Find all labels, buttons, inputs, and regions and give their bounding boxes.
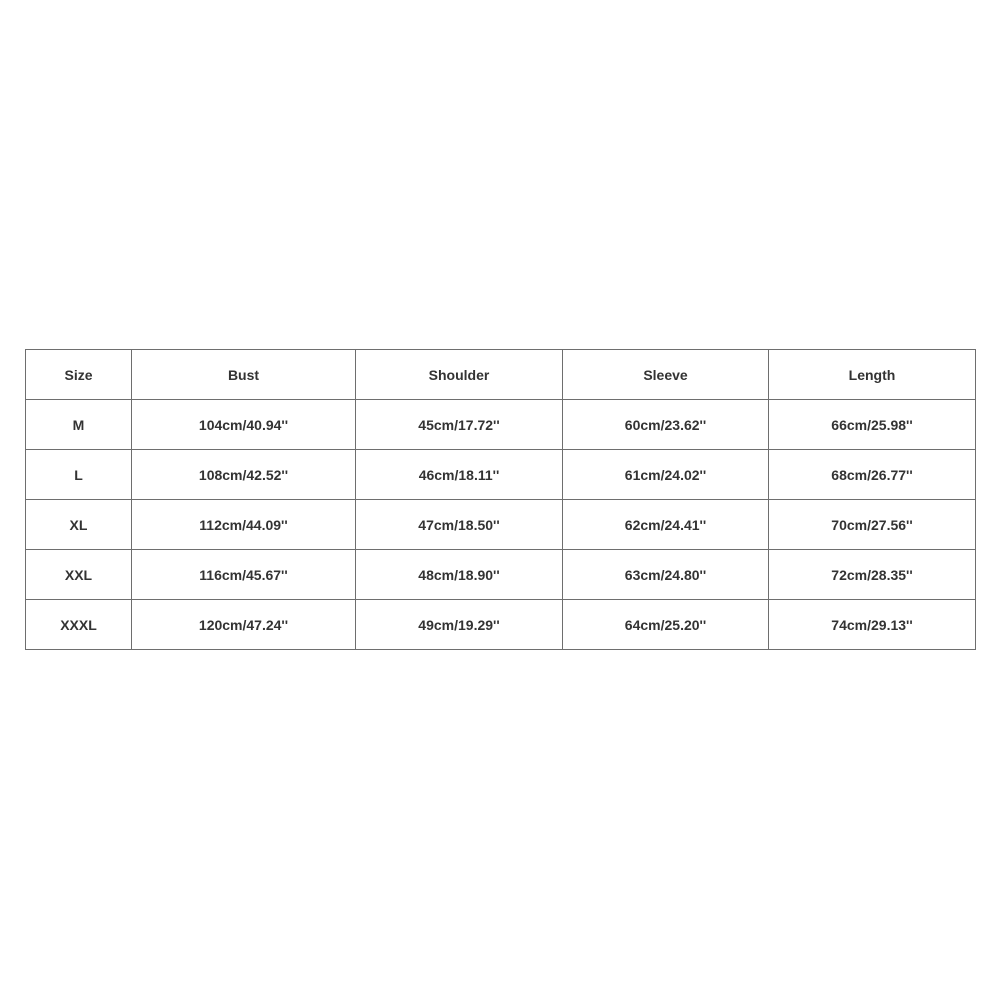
cell-sleeve: 62cm/24.41'' — [563, 500, 769, 550]
cell-length: 68cm/26.77'' — [769, 450, 976, 500]
cell-shoulder: 49cm/19.29'' — [356, 600, 563, 650]
cell-bust: 112cm/44.09'' — [132, 500, 356, 550]
cell-shoulder: 46cm/18.11'' — [356, 450, 563, 500]
table-header-row — [26, 350, 976, 400]
cell-shoulder: 45cm/17.72'' — [356, 400, 563, 450]
cell-sleeve: 64cm/25.20'' — [563, 600, 769, 650]
header-length: Length — [769, 350, 976, 400]
cell-bust: 104cm/40.94'' — [132, 400, 356, 450]
cell-size: L — [26, 450, 132, 500]
cell-length: 74cm/29.13'' — [769, 600, 976, 650]
cell-sleeve: 61cm/24.02'' — [563, 450, 769, 500]
table-row — [26, 550, 976, 600]
cell-shoulder: 47cm/18.50'' — [356, 500, 563, 550]
cell-size: XXL — [26, 550, 132, 600]
cell-size: XXXL — [26, 600, 132, 650]
cell-size: M — [26, 400, 132, 450]
header-shoulder: Shoulder — [356, 350, 563, 400]
table-row — [26, 400, 976, 450]
cell-sleeve: 63cm/24.80'' — [563, 550, 769, 600]
header-size: Size — [26, 350, 132, 400]
cell-length: 66cm/25.98'' — [769, 400, 976, 450]
cell-length: 72cm/28.35'' — [769, 550, 976, 600]
table-row — [26, 600, 976, 650]
cell-shoulder: 48cm/18.90'' — [356, 550, 563, 600]
cell-sleeve: 60cm/23.62'' — [563, 400, 769, 450]
header-sleeve: Sleeve — [563, 350, 769, 400]
cell-bust: 116cm/45.67'' — [132, 550, 356, 600]
cell-size: XL — [26, 500, 132, 550]
cell-bust: 120cm/47.24'' — [132, 600, 356, 650]
size-chart-table — [25, 349, 976, 650]
cell-length: 70cm/27.56'' — [769, 500, 976, 550]
table-row — [26, 450, 976, 500]
cell-bust: 108cm/42.52'' — [132, 450, 356, 500]
table-row — [26, 500, 976, 550]
header-bust: Bust — [132, 350, 356, 400]
